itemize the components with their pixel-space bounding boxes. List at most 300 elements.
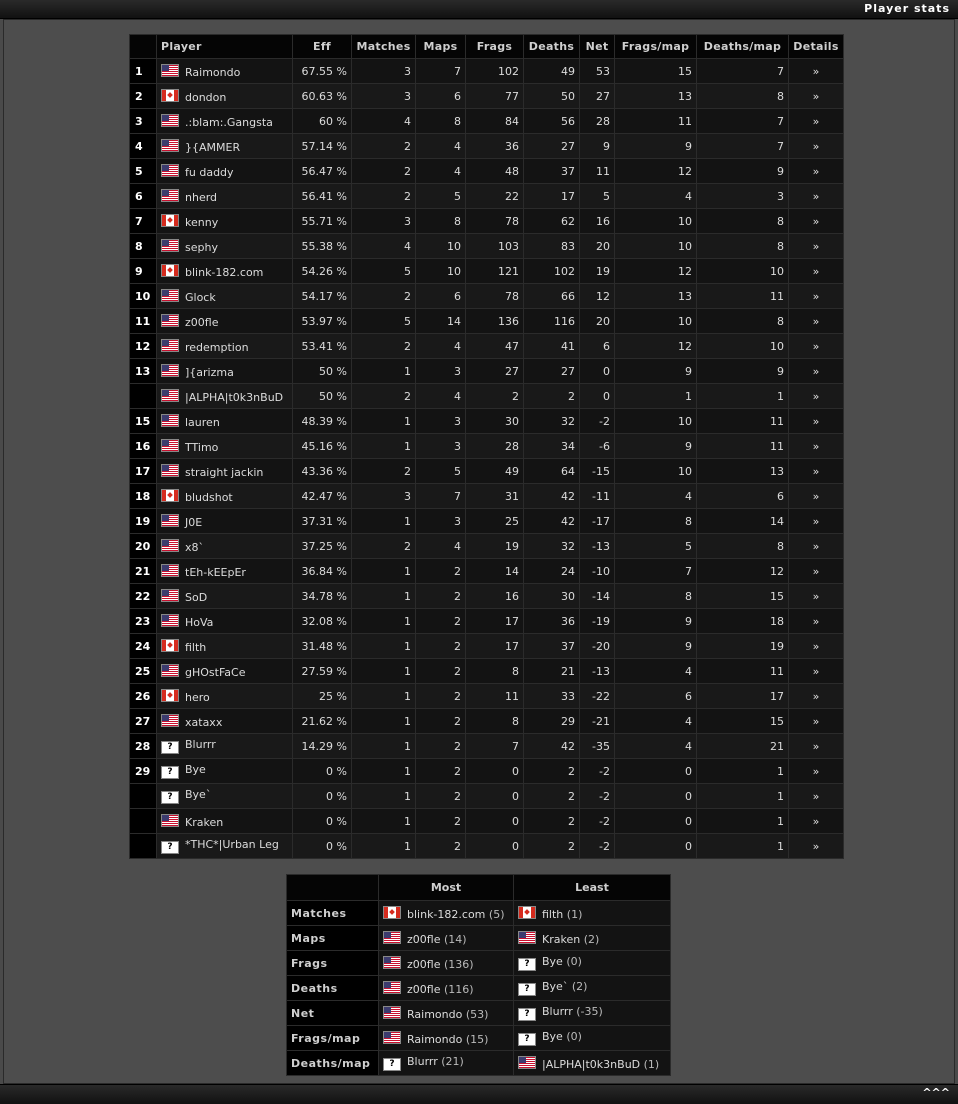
eff-cell: 37.31 % — [293, 509, 352, 534]
summary-row — [287, 1026, 671, 1051]
matches-cell: 1 — [352, 634, 416, 659]
details-cell — [789, 609, 844, 634]
net-cell: -11 — [580, 484, 615, 509]
matches-cell: 3 — [352, 59, 416, 84]
deaths-cell: 62 — [524, 209, 580, 234]
summary-label: Matches — [287, 901, 379, 926]
maps-cell: 2 — [416, 834, 466, 859]
deaths-cell: 116 — [524, 309, 580, 334]
most-value: (21) — [441, 1055, 464, 1068]
table-row — [130, 484, 844, 509]
details-link[interactable]: » — [812, 214, 820, 228]
least-player-name: Blurrr — [542, 1005, 573, 1018]
details-cell — [789, 59, 844, 84]
deaths-cell: 50 — [524, 84, 580, 109]
us-flag-icon — [161, 814, 179, 827]
details-link[interactable]: » — [812, 89, 820, 103]
player-cell — [157, 284, 293, 309]
fpm-cell: 4 — [615, 734, 697, 759]
dpm-cell: 21 — [697, 734, 789, 759]
least-player-name: Kraken — [542, 932, 581, 946]
details-cell — [789, 334, 844, 359]
dpm-cell: 10 — [697, 334, 789, 359]
unknown-flag-icon: ? — [161, 841, 179, 854]
most-player-name: Blurrr — [407, 1055, 438, 1068]
net-cell: 0 — [580, 359, 615, 384]
matches-cell: 3 — [352, 484, 416, 509]
net-cell: 20 — [580, 309, 615, 334]
us-flag-icon — [161, 64, 179, 77]
most-value: (53) — [465, 1007, 489, 1021]
us-flag-icon — [161, 164, 179, 177]
details-link[interactable]: » — [812, 714, 820, 728]
column-header: Matches — [352, 35, 416, 59]
details-link[interactable]: » — [812, 239, 820, 253]
details-link[interactable]: » — [812, 614, 820, 628]
table-row — [130, 784, 844, 809]
title-bar — [0, 0, 958, 19]
table-body — [130, 59, 844, 859]
frags-cell: 17 — [466, 609, 524, 634]
details-link[interactable]: » — [812, 589, 820, 603]
frags-cell: 0 — [466, 809, 524, 834]
matches-cell: 1 — [352, 509, 416, 534]
details-link[interactable]: » — [812, 289, 820, 303]
details-cell — [789, 459, 844, 484]
details-link[interactable]: » — [812, 389, 820, 403]
us-flag-icon — [383, 931, 401, 944]
us-flag-icon — [161, 389, 179, 402]
us-flag-icon — [161, 139, 179, 152]
dpm-cell: 15 — [697, 584, 789, 609]
table-row — [130, 634, 844, 659]
maps-cell: 3 — [416, 434, 466, 459]
maps-cell: 5 — [416, 459, 466, 484]
summary-row — [287, 901, 671, 926]
least-cell — [514, 976, 671, 1001]
player-cell — [157, 459, 293, 484]
details-link[interactable]: » — [812, 639, 820, 653]
details-cell — [789, 784, 844, 809]
most-value: (5) — [488, 907, 505, 921]
rank-cell: 2 — [130, 84, 157, 109]
summary-row — [287, 951, 671, 976]
least-cell — [514, 901, 671, 926]
matches-cell: 2 — [352, 384, 416, 409]
table-row — [130, 834, 844, 859]
frags-cell: 2 — [466, 384, 524, 409]
frags-cell: 27 — [466, 359, 524, 384]
details-link[interactable]: » — [812, 414, 820, 428]
matches-cell: 1 — [352, 659, 416, 684]
details-link[interactable]: » — [812, 189, 820, 203]
matches-cell: 1 — [352, 609, 416, 634]
details-cell — [789, 384, 844, 409]
least-cell — [514, 1001, 671, 1026]
deaths-cell: 2 — [524, 809, 580, 834]
deaths-cell: 42 — [524, 509, 580, 534]
details-link[interactable]: » — [812, 489, 820, 503]
net-cell: 6 — [580, 334, 615, 359]
us-flag-icon — [161, 514, 179, 527]
canada-flag-icon — [161, 89, 179, 102]
most-cell — [379, 1051, 514, 1076]
details-link[interactable]: » — [812, 564, 820, 578]
most-player-name: z00fle — [407, 932, 441, 946]
frags-cell: 14 — [466, 559, 524, 584]
canada-flag-icon — [161, 214, 179, 227]
rank-cell: 4 — [130, 134, 157, 159]
summary-label: Net — [287, 1001, 379, 1026]
unknown-flag-icon: ? — [518, 1008, 536, 1021]
frags-cell: 84 — [466, 109, 524, 134]
unknown-flag-icon: ? — [383, 1058, 401, 1071]
details-cell — [789, 634, 844, 659]
table-row — [130, 109, 844, 134]
details-cell — [789, 234, 844, 259]
column-header: Maps — [416, 35, 466, 59]
player-name: SoD — [185, 590, 208, 604]
player-cell — [157, 359, 293, 384]
fpm-cell: 8 — [615, 584, 697, 609]
most-cell — [379, 951, 514, 976]
details-cell — [789, 709, 844, 734]
rank-cell: 19 — [130, 509, 157, 534]
frags-cell: 16 — [466, 584, 524, 609]
least-value: (0) — [566, 955, 582, 968]
eff-cell: 0 % — [293, 759, 352, 784]
player-name: TTimo — [185, 440, 219, 454]
us-flag-icon — [518, 1056, 536, 1069]
matches-cell: 3 — [352, 84, 416, 109]
dpm-cell: 1 — [697, 784, 789, 809]
net-cell: -14 — [580, 584, 615, 609]
rank-cell: 21 — [130, 559, 157, 584]
player-cell — [157, 784, 293, 809]
player-cell — [157, 159, 293, 184]
matches-cell: 5 — [352, 309, 416, 334]
table-row — [130, 259, 844, 284]
maps-cell: 2 — [416, 684, 466, 709]
details-link[interactable]: » — [812, 139, 820, 153]
maps-cell: 2 — [416, 609, 466, 634]
player-name: redemption — [185, 340, 249, 354]
us-flag-icon — [161, 189, 179, 202]
player-name: fu daddy — [185, 165, 234, 179]
details-link[interactable]: » — [812, 739, 820, 753]
net-cell: 27 — [580, 84, 615, 109]
eff-cell: 21.62 % — [293, 709, 352, 734]
player-stats-table — [129, 34, 844, 859]
eff-cell: 48.39 % — [293, 409, 352, 434]
dpm-cell: 17 — [697, 684, 789, 709]
deaths-cell: 49 — [524, 59, 580, 84]
table-row — [130, 709, 844, 734]
least-cell — [514, 951, 671, 976]
details-cell — [789, 159, 844, 184]
eff-cell: 42.47 % — [293, 484, 352, 509]
frags-cell: 8 — [466, 709, 524, 734]
most-cell — [379, 926, 514, 951]
table-row — [130, 209, 844, 234]
fpm-cell: 6 — [615, 684, 697, 709]
details-link[interactable]: » — [812, 814, 820, 828]
player-cell — [157, 409, 293, 434]
maps-cell: 2 — [416, 734, 466, 759]
canada-flag-icon — [161, 689, 179, 702]
player-name: J0E — [185, 515, 203, 529]
dpm-cell: 8 — [697, 534, 789, 559]
dpm-cell: 1 — [697, 384, 789, 409]
details-link[interactable]: » — [812, 264, 820, 278]
table-row — [130, 84, 844, 109]
details-cell — [789, 584, 844, 609]
frags-cell: 31 — [466, 484, 524, 509]
unknown-flag-icon: ? — [518, 983, 536, 996]
summary-row — [287, 1051, 671, 1076]
deaths-cell: 27 — [524, 134, 580, 159]
table-row — [130, 359, 844, 384]
most-least-table — [286, 874, 671, 1076]
least-player-name: Bye — [542, 1030, 563, 1043]
player-cell — [157, 709, 293, 734]
summary-label: Deaths — [287, 976, 379, 1001]
fpm-cell: 4 — [615, 484, 697, 509]
net-cell: -17 — [580, 509, 615, 534]
details-link[interactable]: » — [812, 64, 820, 78]
net-cell: 0 — [580, 384, 615, 409]
maps-cell: 6 — [416, 84, 466, 109]
column-header: Player — [157, 35, 293, 59]
fpm-cell: 10 — [615, 234, 697, 259]
frags-cell: 78 — [466, 284, 524, 309]
column-header: Deaths/map — [697, 35, 789, 59]
frags-cell: 49 — [466, 459, 524, 484]
player-cell — [157, 734, 293, 759]
player-cell — [157, 684, 293, 709]
most-player-name: z00fle — [407, 957, 441, 971]
eff-cell: 0 % — [293, 784, 352, 809]
column-header: Frags/map — [615, 35, 697, 59]
details-cell — [789, 184, 844, 209]
eff-cell: 57.14 % — [293, 134, 352, 159]
maps-cell: 14 — [416, 309, 466, 334]
details-link[interactable]: » — [812, 539, 820, 553]
eff-cell: 56.41 % — [293, 184, 352, 209]
details-link[interactable]: » — [812, 114, 820, 128]
player-name: straight jackin — [185, 465, 264, 479]
details-link[interactable]: » — [812, 789, 820, 803]
details-link[interactable]: » — [812, 664, 820, 678]
eff-cell: 25 % — [293, 684, 352, 709]
net-cell: 28 — [580, 109, 615, 134]
us-flag-icon — [383, 981, 401, 994]
most-cell — [379, 1001, 514, 1026]
dpm-cell: 10 — [697, 259, 789, 284]
frags-cell: 11 — [466, 684, 524, 709]
details-link[interactable]: » — [812, 689, 820, 703]
us-flag-icon — [161, 539, 179, 552]
matches-cell: 2 — [352, 334, 416, 359]
dpm-cell: 6 — [697, 484, 789, 509]
least-cell — [514, 926, 671, 951]
net-cell: -13 — [580, 534, 615, 559]
rank-cell — [130, 784, 157, 809]
maps-cell: 2 — [416, 559, 466, 584]
summary-label: Maps — [287, 926, 379, 951]
canada-flag-icon — [161, 639, 179, 652]
fpm-cell: 0 — [615, 809, 697, 834]
frags-cell: 7 — [466, 734, 524, 759]
net-cell: -19 — [580, 609, 615, 634]
matches-cell: 4 — [352, 109, 416, 134]
table-row — [130, 459, 844, 484]
player-name: hero — [185, 690, 210, 704]
rank-cell: 9 — [130, 259, 157, 284]
deaths-cell: 34 — [524, 434, 580, 459]
most-player-name: blink-182.com — [407, 907, 486, 921]
details-cell — [789, 834, 844, 859]
least-player-name: Bye — [542, 955, 563, 968]
player-name: z00fle — [185, 315, 219, 329]
least-value: (1) — [643, 1057, 660, 1071]
unknown-flag-icon: ? — [161, 741, 179, 754]
details-link[interactable]: » — [812, 514, 820, 528]
fpm-cell: 9 — [615, 134, 697, 159]
fpm-cell: 15 — [615, 59, 697, 84]
details-link[interactable]: » — [812, 464, 820, 478]
dpm-cell: 9 — [697, 359, 789, 384]
deaths-cell: 17 — [524, 184, 580, 209]
rank-cell: 20 — [130, 534, 157, 559]
details-link[interactable]: » — [812, 164, 820, 178]
fpm-cell: 10 — [615, 459, 697, 484]
unknown-flag-icon: ? — [161, 766, 179, 779]
frags-cell: 36 — [466, 134, 524, 159]
player-cell — [157, 584, 293, 609]
player-name: Glock — [185, 290, 216, 304]
frags-cell: 77 — [466, 84, 524, 109]
least-value: (2) — [571, 980, 588, 993]
fpm-cell: 1 — [615, 384, 697, 409]
player-name: sephy — [185, 240, 218, 254]
fpm-cell: 5 — [615, 534, 697, 559]
rank-cell: 26 — [130, 684, 157, 709]
eff-cell: 53.97 % — [293, 309, 352, 334]
eff-cell: 45.16 % — [293, 434, 352, 459]
maps-cell: 6 — [416, 284, 466, 309]
table-row — [130, 134, 844, 159]
scroll-to-top-link[interactable]: ^^^ — [922, 1086, 950, 1099]
net-cell: -2 — [580, 784, 615, 809]
maps-cell: 7 — [416, 484, 466, 509]
table-row — [130, 759, 844, 784]
us-flag-icon — [161, 414, 179, 427]
matches-cell: 1 — [352, 809, 416, 834]
rank-cell: 11 — [130, 309, 157, 334]
rank-cell: 7 — [130, 209, 157, 234]
matches-cell: 2 — [352, 534, 416, 559]
details-link[interactable]: » — [812, 764, 820, 778]
eff-cell: 60.63 % — [293, 84, 352, 109]
maps-cell: 4 — [416, 134, 466, 159]
table-row — [130, 284, 844, 309]
fpm-cell: 4 — [615, 709, 697, 734]
fpm-cell: 9 — [615, 359, 697, 384]
details-link[interactable]: » — [812, 364, 820, 378]
player-name: gHOstFaCe — [185, 665, 246, 679]
matches-cell: 1 — [352, 559, 416, 584]
us-flag-icon — [161, 614, 179, 627]
least-player-name: |ALPHA|t0k3nBuD — [542, 1057, 641, 1071]
details-cell — [789, 409, 844, 434]
summary-row — [287, 1001, 671, 1026]
eff-cell: 36.84 % — [293, 559, 352, 584]
details-cell — [789, 309, 844, 334]
table-header-row — [130, 35, 844, 59]
table-row — [130, 309, 844, 334]
column-header: Frags — [466, 35, 524, 59]
player-cell — [157, 559, 293, 584]
details-link[interactable]: » — [812, 439, 820, 453]
player-cell — [157, 109, 293, 134]
frags-cell: 0 — [466, 784, 524, 809]
player-cell — [157, 509, 293, 534]
player-name: lauren — [185, 415, 220, 429]
frags-cell: 19 — [466, 534, 524, 559]
least-player-name: filth — [542, 907, 564, 921]
fpm-cell: 9 — [615, 609, 697, 634]
matches-cell: 2 — [352, 134, 416, 159]
player-name: }{AMMER — [185, 140, 241, 154]
frags-cell: 78 — [466, 209, 524, 234]
least-cell — [514, 1051, 671, 1076]
details-link[interactable]: » — [812, 314, 820, 328]
column-header: Net — [580, 35, 615, 59]
player-cell — [157, 84, 293, 109]
deaths-cell: 42 — [524, 734, 580, 759]
eff-cell: 34.78 % — [293, 584, 352, 609]
player-name: xataxx — [185, 715, 223, 729]
dpm-cell: 11 — [697, 284, 789, 309]
net-cell: 19 — [580, 259, 615, 284]
player-name: ]{arizma — [185, 365, 234, 379]
least-player-name: Bye` — [542, 980, 569, 993]
net-cell: 5 — [580, 184, 615, 209]
maps-cell: 8 — [416, 109, 466, 134]
maps-cell: 4 — [416, 534, 466, 559]
net-cell: 11 — [580, 159, 615, 184]
us-flag-icon — [161, 289, 179, 302]
dpm-cell: 8 — [697, 209, 789, 234]
most-value: (14) — [443, 932, 467, 946]
details-link[interactable]: » — [812, 339, 820, 353]
deaths-cell: 102 — [524, 259, 580, 284]
maps-cell: 2 — [416, 759, 466, 784]
dpm-cell: 3 — [697, 184, 789, 209]
summary-body — [287, 901, 671, 1076]
player-name: dondon — [185, 90, 227, 104]
fpm-cell: 10 — [615, 209, 697, 234]
matches-cell: 1 — [352, 709, 416, 734]
dpm-cell: 1 — [697, 834, 789, 859]
rank-cell: 6 — [130, 184, 157, 209]
details-link[interactable]: » — [812, 839, 820, 853]
most-cell — [379, 976, 514, 1001]
rank-cell: 25 — [130, 659, 157, 684]
dpm-cell: 1 — [697, 759, 789, 784]
player-cell — [157, 59, 293, 84]
